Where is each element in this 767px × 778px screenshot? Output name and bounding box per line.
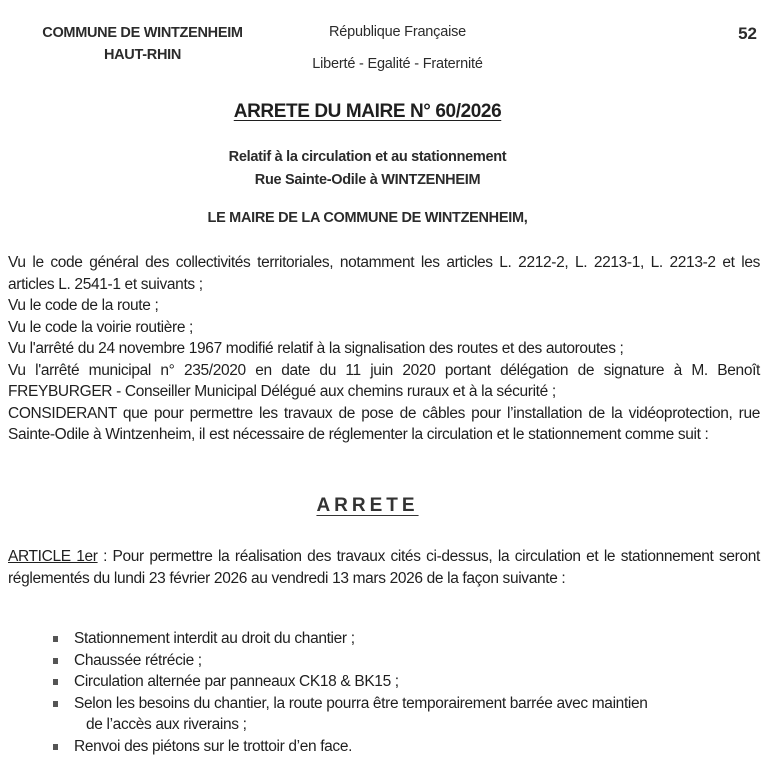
republic-label: République Française bbox=[328, 24, 467, 40]
decision-heading: ARRETE bbox=[316, 495, 419, 516]
consideration-arrete-1967: Vu l'arrêté du 24 novembre 1967 modifié relatif à la signalisation des routes et des autoroutes ; bbox=[8, 340, 624, 357]
article-1-label: ARTICLE 1er bbox=[8, 548, 98, 565]
decree-subject-line-2: Rue Sainte-Odile à WINTZENHEIM bbox=[254, 172, 481, 188]
measure-text-continuation: de l’accès aux riverains ; bbox=[86, 716, 247, 733]
consideration-delegation: Vu l'arrêté municipal n° 235/2020 en date du 11 juin 2020 portant délégation de signature à M. Benoît FREYBURGER - Conseiller Municipal Délégué aux chemins ruraux et à la sécurité ; bbox=[8, 361, 760, 400]
bullet-icon bbox=[53, 701, 58, 707]
consideration-cgct: Vu le code général des collectivités territoriales, notamment les articles L. 2212-2, L. 2213-1, L. 2213-2 et les articles L. 2541-1 et suivants ; bbox=[8, 254, 760, 293]
page-number: 52 bbox=[738, 24, 757, 43]
authority-statement: LE MAIRE DE LA COMMUNE DE WINTZENHEIM, bbox=[207, 210, 528, 226]
bullet-icon bbox=[53, 679, 58, 685]
article-1-text: : Pour permettre la réalisation des travaux cités ci-dessus, la circulation et le stationnement seront réglementés du lundi 23 février 2026 au vendredi 13 mars 2026 de la façon suivante : bbox=[8, 548, 760, 587]
measure-text: Stationnement interdit au droit du chantier ; bbox=[74, 630, 355, 647]
list-item bbox=[50, 628, 750, 650]
list-item bbox=[50, 693, 750, 736]
measure-text: Chaussée rétrécie ; bbox=[74, 651, 202, 669]
decree-subject-line-1: Relatif à la circulation et au stationnement bbox=[228, 149, 507, 165]
consideration-code-route: Vu le code de la route ; bbox=[8, 297, 159, 314]
consideration-code-voirie: Vu le code la voirie routière ; bbox=[8, 318, 194, 336]
list-item bbox=[50, 736, 750, 758]
commune-name: COMMUNE DE WINTZENHEIM bbox=[42, 25, 243, 41]
bullet-icon bbox=[53, 636, 58, 642]
decree-title: ARRETE DU MAIRE N° 60/2026 bbox=[233, 101, 502, 122]
republic-motto: Liberté - Egalité - Fraternité bbox=[312, 56, 483, 72]
considerations-section bbox=[8, 252, 760, 446]
article-1 bbox=[8, 546, 760, 589]
measure-text: Selon les besoins du chantier, la route pourra être temporairement barrée avec maintien bbox=[74, 694, 648, 712]
measures-list bbox=[50, 628, 750, 757]
department-name: HAUT-RHIN bbox=[103, 47, 182, 63]
bullet-icon bbox=[53, 658, 58, 664]
measure-text: Renvoi des piétons sur le trottoir d’en face. bbox=[74, 737, 353, 755]
list-item bbox=[50, 671, 750, 693]
bullet-icon bbox=[53, 744, 58, 750]
measure-text: Circulation alternée par panneaux CK18 & BK15 ; bbox=[74, 673, 399, 690]
considerant-statement: CONSIDERANT que pour permettre les travaux de pose de câbles pour l’installation de la vidéoprotection, rue Sainte-Odile à Wintzenheim, il est nécessaire de réglementer la circulation et le stationnement comme suit : bbox=[8, 404, 760, 443]
list-item bbox=[50, 650, 750, 672]
commune-header bbox=[0, 22, 285, 66]
